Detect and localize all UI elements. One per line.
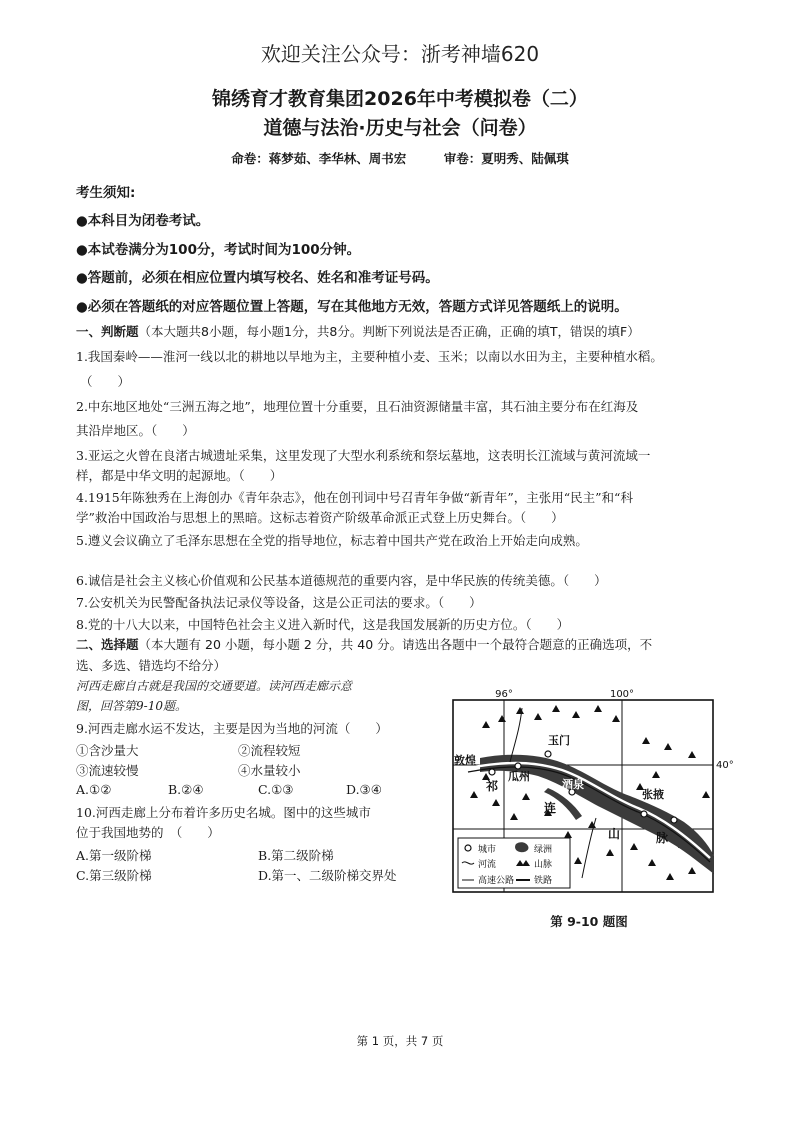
q9-option: ③流速较慢	[76, 763, 139, 778]
judge-line: 8.党的十八大以来，中国特色社会主义进入新时代，这是我国发展新的历史方位。（ ）	[76, 617, 570, 632]
map-intro: 河西走廊自古就是我国的交通要道。读河西走廊示意	[76, 679, 353, 693]
section1-heading: 一、判断题	[76, 324, 139, 339]
hexi-corridor-map	[452, 688, 734, 904]
q10-option: C.第三级阶梯	[76, 868, 152, 883]
section2-desc-cont: 选、多选、错选均不给分）	[76, 658, 227, 673]
mountain-label: 祁	[486, 779, 499, 793]
section1-heading-line	[76, 322, 640, 340]
city-label: 金昌	[672, 798, 694, 811]
q9-option: ④水量较小	[238, 763, 301, 778]
section2-heading-line	[76, 635, 652, 653]
notice-item: ●答题前，必须在相应位置内填写校名、姓名和准考证号码。	[76, 270, 439, 286]
judge-line: 3.亚运之火曾在良渚古城遗址采集，这里发现了大型水利系统和祭坛墓地，这表明长江流域与黄河流域一	[76, 448, 651, 463]
city-label: 酒泉	[562, 778, 584, 791]
city-label: 张掖	[642, 788, 664, 801]
lon-label: 100°	[609, 689, 635, 700]
judge-line: 7.公安机关为民警配备执法记录仪等设备，这是公正司法的要求。（ ）	[76, 595, 482, 610]
legend-river: 河流	[478, 860, 497, 870]
city-label: 玉门	[548, 734, 570, 747]
q10-option: D.第一、二级阶梯交界处	[258, 868, 397, 883]
section2-heading: 二、选择题	[76, 637, 139, 652]
judge-line: 2.中东地区地处“三洲五海之地”，地理位置十分重要，且石油资源储量丰富，其石油主要分布在红海及	[76, 399, 639, 414]
q9-option: ①含沙量大	[76, 743, 139, 758]
judge-line: 样，都是中华文明的起源地。（ ）	[76, 468, 283, 483]
notice-item: ●必须在答题纸的对应答题位置上答题，写在其他地方无效，答题方式详见答题纸上的说明。	[76, 299, 628, 315]
lat-label: 40°	[716, 760, 734, 771]
lon-label: 96°	[495, 689, 513, 700]
map-caption: 第 9-10 题图	[550, 914, 628, 929]
judge-line: 4.1915年陈独秀在上海创办《青年杂志》，他在创刊词中号召青年争做“新青年”，主张用“民主”和“科	[76, 490, 633, 505]
exam-subtitle: 道德与法治·历史与社会（问卷）	[263, 117, 537, 139]
page-footer: 第 1 页，共 7 页	[356, 1034, 444, 1048]
legend-mountain: 山脉	[534, 860, 553, 870]
legend-city: 城市	[478, 845, 497, 855]
city-label: 敦煌	[454, 754, 476, 767]
section2-desc: （本大题有 20 小题，每小题 2 分，共 40 分。请选出各题中一个最符合题意的正确选项，不	[138, 637, 653, 652]
q9-choice: A.①②	[76, 782, 112, 797]
q9-choice: D.③④	[346, 782, 382, 797]
judge-line: 学”救治中国政治与思想上的黑暗。这标志着资产阶级革命派正式登上历史舞台。（ ）	[76, 510, 564, 525]
mountain-label: 连	[544, 801, 557, 815]
city-label: 瓜州	[508, 770, 530, 783]
legend-oasis: 绿洲	[534, 845, 553, 855]
map-intro: 图，回答第9-10题。	[76, 699, 187, 713]
q9-option: ②流程较短	[238, 743, 301, 758]
section1-desc: （本大题共8小题，每小题1分，共8分。判断下列说法是否正确，正确的填T，错误的填F）	[138, 324, 640, 339]
judge-line: 1.我国秦岭——淮河一线以北的耕地以旱地为主，主要种植小麦、玉米；以南以水田为主，主要种植水稻。	[76, 349, 663, 364]
legend-railway: 铁路	[534, 876, 553, 886]
q9-choice: B.②④	[168, 782, 204, 797]
q9-stem: 9.河西走廊水运不发达，主要是因为当地的河流（ ）	[76, 721, 388, 736]
notice-item: ●本科目为闭卷考试。	[76, 213, 210, 229]
mountain-label: 山	[608, 827, 621, 841]
judge-line: 6.诚信是社会主义核心价值观和公民基本道德规范的重要内容，是中华民族的传统美德。（ ）	[76, 573, 607, 588]
q10-option: B.第二级阶梯	[258, 848, 334, 863]
mountain-label: 脉	[656, 831, 669, 845]
exam-title: 锦绣育才教育集团2026年中考模拟卷（二）	[212, 88, 588, 110]
notice-item: ●本试卷满分为100分，考试时间为100分钟。	[76, 242, 361, 258]
q9-choice: C.①③	[258, 782, 294, 797]
judge-line: 其沿岸地区。（ ）	[76, 423, 195, 438]
legend-highway: 高速公路	[478, 876, 515, 886]
notice-heading: 考生须知:	[76, 185, 136, 201]
judge-line: 5.遵义会议确立了毛泽东思想在全党的指导地位，标志着中国共产党在政治上开始走向成熟。	[76, 533, 588, 548]
q10-option: A.第一级阶梯	[76, 848, 152, 863]
q10-stem: 10.河西走廊上分布着许多历史名城。图中的这些城市	[76, 805, 371, 820]
authors-line: 命卷：蒋梦茹、李华林、周书宏 审卷：夏明秀、陆佩琪	[231, 151, 569, 166]
judge-line: （ ）	[80, 374, 131, 389]
watermark: 欢迎关注公众号：浙考神墙620	[260, 42, 540, 66]
q10-stem: 位于我国地势的 （ ）	[76, 825, 220, 840]
